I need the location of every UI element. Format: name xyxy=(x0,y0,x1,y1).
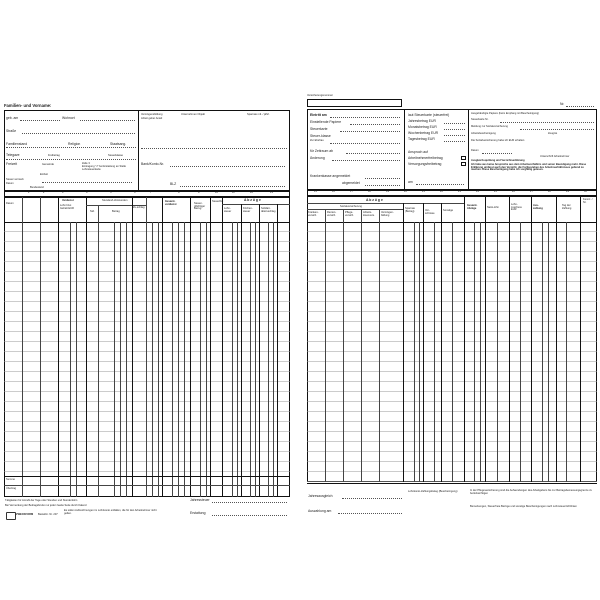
rule-line xyxy=(268,222,269,497)
rule-line xyxy=(132,197,133,497)
label-right-col_numbers-13: 28 xyxy=(548,190,551,193)
label-left-columns-zuschlag: Zu-schlag xyxy=(133,206,145,209)
label-right-columns-pflegevers: Pflege-versich. xyxy=(345,211,354,217)
label-right-columns-arbeitslos: Arbeits-losenvers. xyxy=(363,211,375,217)
label-left-info-arbeit_geber: Arbeit geber Anteil xyxy=(141,117,163,120)
versicherungsnummer-label: Versicherungsnummer xyxy=(307,94,333,97)
label-right-box3-ausgleich_text: Ich habe aus keine Ansprüche aus dem Arbeitsverhältnis und seiner Beendigung mehr. Diese Erklärung umfasst auch den Verzicht, die Fortbestehen des Arbeitsverhältnisses geltend zu machen. Diese Bescheinigung habe ich sorgfältig gelesen. xyxy=(471,163,587,172)
rule-line xyxy=(416,184,464,185)
rule-line xyxy=(212,502,287,503)
label-left-col_numbers-12: 13 xyxy=(270,191,273,194)
rule-line xyxy=(20,120,60,121)
label-right-footer-jahresausgleich: Jahresausgleich xyxy=(308,494,333,498)
label-right-col_numbers-1: 16 xyxy=(332,190,335,193)
rule-line xyxy=(520,129,594,130)
label-left-info-familienstand: Familienstand xyxy=(6,142,28,146)
rule-line xyxy=(40,197,41,497)
rule-line xyxy=(566,106,594,107)
label-right-columns-rentenvers: Renten-versich. xyxy=(327,211,337,217)
rule-line xyxy=(120,222,121,497)
label-right-col_numbers-11: 26 xyxy=(512,190,515,193)
rule-line xyxy=(206,222,207,497)
rule-line xyxy=(138,110,139,191)
label-left-col_numbers-4: 5 xyxy=(110,191,112,194)
rule-line xyxy=(250,222,251,497)
rule-line xyxy=(273,222,274,497)
label-right-columns-abzuege: A b z ü g e xyxy=(366,198,383,202)
label-right-box3-sv_ausweis: Die Sozialversicherung habe ich EUR erhalten xyxy=(471,139,525,142)
rule-line xyxy=(482,153,512,154)
rule-line xyxy=(307,483,597,484)
rule-line xyxy=(42,182,132,183)
label-right-box2-arbeitnehmer: Arbeitnehmerfreibetrag xyxy=(408,156,443,160)
rule-line xyxy=(580,196,581,482)
label-left-info-eintragung: Eintragung "J" bei Erstattung an Stelle Lohnsteuerkarte xyxy=(82,165,126,171)
label-right-box3-arbeitsbesch: Arbeitsbescheinigung xyxy=(471,132,496,135)
rule-line xyxy=(70,222,71,497)
rule-line xyxy=(485,196,486,482)
label-right-footer-note3: Bemerkungen, Steuerfreie Bezüge und sonstige Bescheinigungen nach Lohnsteuerrichtlinien xyxy=(470,505,577,508)
label-left-col_numbers-2: 3 xyxy=(62,191,64,194)
rule-line xyxy=(548,222,549,482)
label-right-box2-am: am xyxy=(408,180,413,184)
label-right-col_numbers-0: 15 xyxy=(314,190,317,193)
rule-line xyxy=(4,222,290,223)
label-right-columns-sozialvers: Sozialversicherung xyxy=(340,205,362,208)
rule-line xyxy=(152,222,153,497)
rule-line xyxy=(255,222,256,497)
label-left-col_numbers-7: 8 xyxy=(178,191,180,194)
rule-line xyxy=(520,222,521,482)
rule-line xyxy=(444,129,465,130)
label-right-col_numbers-4: 19 xyxy=(386,190,389,193)
rule-line xyxy=(330,143,400,144)
rule-line xyxy=(307,209,403,210)
rule-line xyxy=(497,222,498,482)
label-left-info-unternehmen: Unternehmen Objekt xyxy=(181,113,205,116)
rule-line xyxy=(566,222,567,482)
label-left-columns-soli: Solidari-tätszuschlag xyxy=(261,207,276,213)
arbeitnehmer-checkbox[interactable] xyxy=(461,156,466,160)
rule-line xyxy=(343,209,344,482)
label-right-columns-krankenvers: Kranken-versich. xyxy=(308,211,319,217)
rule-line xyxy=(6,159,136,160)
label-left-info-zeile3: Zeile 3 xyxy=(82,162,90,165)
rule-line xyxy=(365,185,400,186)
rule-line xyxy=(500,122,594,123)
rule-line xyxy=(330,117,400,118)
label-left-footer-erstattung: Erstattung xyxy=(190,511,206,515)
label-left-col_numbers-8: 9 xyxy=(198,191,200,194)
rule-line xyxy=(509,196,510,482)
rule-line xyxy=(414,222,415,482)
rule-line xyxy=(338,513,402,514)
rule-line xyxy=(114,222,115,497)
rule-line xyxy=(556,196,557,482)
label-left-columns-verdienst: Verdienst xyxy=(62,199,74,202)
uebertrag-row-label: Übertrag xyxy=(6,487,17,490)
rule-line xyxy=(237,222,238,497)
label-right-box2-tages: Tagesbetrag EUR xyxy=(408,137,435,141)
label-left-info-wohnort: Wohnort xyxy=(62,116,75,120)
label-left-columns-std: Std. xyxy=(90,210,95,213)
label-right-box1-abgemeldet: abgemeldet xyxy=(342,181,360,185)
label-left-info-bundesland: Bundesland xyxy=(30,186,44,189)
rule-line xyxy=(444,135,465,136)
label-right-col_numbers-5: 20 xyxy=(404,190,407,193)
label-right-footer-note1: Lohnkonto-Zahlungsbeleg (Bescheinigung) xyxy=(408,490,458,493)
label-left-info-telegaze: Telegaze xyxy=(6,153,20,157)
label-right-footer-auszahlung: Auszahlung am xyxy=(308,509,332,513)
label-right-box1-steuer_klasse: Steuer-klasse xyxy=(310,134,331,138)
label-left-columns-abzuege: A b z ü g e xyxy=(244,198,261,202)
label-right-columns-lohnzuschuss: Lohn-zuschuss EUR xyxy=(511,203,522,212)
label-left-footer-fineprint: Es sollen Aufzeichnungen im Lohnkonto entfallen, die für den Arbeitnehmer nicht gelten. xyxy=(64,509,157,515)
rule-line xyxy=(404,109,405,190)
rule-line xyxy=(146,197,147,497)
label-left-info-bank_konto: Bank/Konto-Nr. xyxy=(141,162,164,166)
label-left-col_numbers-10: 11 xyxy=(232,191,235,194)
rule-line xyxy=(441,203,442,482)
rule-line xyxy=(98,205,99,497)
label-left-col_numbers-6: 7 xyxy=(150,191,152,194)
label-left-col_numbers-11: 12 xyxy=(250,191,253,194)
label-right-columns-vorschuss: Vor-schüsse xyxy=(425,209,435,215)
rule-line xyxy=(200,222,201,497)
label-left-columns-gesamt: Gesamt-verdienst xyxy=(165,200,177,206)
page-title: Familien- und Vorname: xyxy=(4,103,52,108)
label-right-box1-steuerkarte: Steuerkarte xyxy=(310,127,328,131)
rule-line xyxy=(86,205,146,206)
label-left-info-steuer_vermerk: Steuer vermerk xyxy=(6,178,24,181)
rule-line xyxy=(342,498,402,499)
label-left-col_numbers-0: 1 xyxy=(28,191,30,194)
rule-line xyxy=(474,222,475,482)
label-left-info-datum: Datum xyxy=(6,182,14,185)
label-left-col_numbers-3: 4 xyxy=(86,191,88,194)
label-right-col_numbers-2: 17 xyxy=(350,190,353,193)
label-right-columns-auszahlung: Aus-zahlung xyxy=(533,204,543,210)
rule-line xyxy=(419,222,420,482)
label-right-box2-laut: laut Steuerkarte (steuerfrei) xyxy=(408,113,450,117)
rule-line xyxy=(86,197,87,497)
label-left-col_numbers-9: 10 xyxy=(215,191,218,194)
label-right-col_numbers-14: 29 xyxy=(566,190,569,193)
rule-line xyxy=(468,109,469,190)
label-right-box2-anspruch: Anspruch auf xyxy=(408,150,428,154)
rule-line xyxy=(170,166,285,167)
label-left-columns-lohn: Lohn bzw. Gehalt EUR xyxy=(60,204,74,210)
label-right-box3-ausgehaendigt: Ausgehändigte Papiere (beim Empfang mit Bescheinigung) xyxy=(471,112,540,115)
label-right-box3-ausgleich: Ausgleichsquittung und Verzichtserklärung xyxy=(471,159,525,162)
zweckform-logo-icon xyxy=(6,512,16,520)
rule-line xyxy=(452,222,453,482)
form-number: Bestellnr. Nr. 237 xyxy=(38,513,58,516)
rule-line xyxy=(365,178,400,179)
rule-line xyxy=(403,203,404,482)
label-right-col_numbers-10: 25 xyxy=(494,190,497,193)
rule-line xyxy=(190,197,191,497)
rule-line xyxy=(210,197,211,497)
label-right-columns-sparrate: Sparrate (Betrag) xyxy=(405,207,415,213)
label-left-info-vermoegensbildung: Vermögensbildung xyxy=(141,113,163,116)
label-left-info-freizeit: Freizeit xyxy=(6,162,18,166)
rule-line xyxy=(172,222,173,497)
rule-line xyxy=(259,204,260,497)
label-right-footer-note2: In der Pflegeversicherung sind die Aufwendungen des Arbeitgebers bis zur Beitragsbemessungsgrenze zu berücksichtigen xyxy=(470,489,592,495)
rule-line xyxy=(58,197,59,497)
label-left-columns-betrag: Betrag xyxy=(112,210,120,213)
label-left-columns-datum: Datum xyxy=(6,202,14,205)
rule-line xyxy=(434,222,435,482)
rule-line xyxy=(141,148,287,149)
rule-line xyxy=(76,222,77,497)
rule-line xyxy=(4,485,290,486)
rule-line xyxy=(444,123,465,124)
label-left-info-staatsang: Staatsang. xyxy=(110,142,127,146)
rule-line xyxy=(340,131,400,132)
label-right-box2-jahres: Jahresbetrag EUR xyxy=(408,119,436,123)
label-right-nr: Nr. xyxy=(560,102,565,106)
label-right-columns-kennz: Kennz. / Nr. xyxy=(583,198,593,204)
label-right-box1-zeitraum: für Zeitraum ab xyxy=(310,149,333,153)
personal-info-box xyxy=(4,110,290,191)
rule-line xyxy=(6,147,136,148)
label-right-columns-vermoegen: Vermögen-bildung xyxy=(381,211,394,217)
rule-line xyxy=(162,197,163,497)
label-right-col_numbers-12: 27 xyxy=(530,190,533,193)
rule-line xyxy=(22,133,135,134)
label-right-box3-steuerkarte_nr: Steuerkarte Nr. xyxy=(471,118,489,121)
rule-line xyxy=(346,153,400,154)
label-left-columns-steuerfrei: Steuerfrei xyxy=(212,200,224,203)
label-left-columns-steuerpfl: Steuer-pflichtiger Bezug xyxy=(194,202,206,211)
label-right-col_numbers-7: 22 xyxy=(440,190,443,193)
rule-line xyxy=(531,196,532,482)
rule-line xyxy=(379,209,380,482)
label-right-box1-eintritt: Eintritt am xyxy=(310,113,327,117)
label-left-col_numbers-1: 2 xyxy=(43,191,45,194)
rule-line xyxy=(158,222,159,497)
label-left-footer-hint1: Tätigkeiten für Anzahl der Tage oder Stunden und Stundenlohn xyxy=(5,499,78,502)
label-left-col_numbers-5: 6 xyxy=(134,191,136,194)
label-right-col_numbers-9: 24 xyxy=(476,190,479,193)
rule-line xyxy=(277,204,278,497)
rule-line xyxy=(222,204,290,205)
rule-line xyxy=(464,196,465,482)
versicherungsnummer-field[interactable] xyxy=(307,99,402,107)
rule-line xyxy=(232,222,233,497)
rule-line xyxy=(444,141,465,142)
label-right-box2-wochen: Wochenbetrag EUR xyxy=(408,131,439,135)
rule-line xyxy=(241,204,242,497)
label-left-columns-lohnsteuer: Lohn-steuer xyxy=(224,207,232,213)
label-left-columns-kirchen: Kirchen-steuer xyxy=(243,207,253,213)
label-right-box3-datum: Datum xyxy=(471,149,479,152)
label-right-box2-versorgungs: Versorgungsfreibetrag xyxy=(408,162,442,166)
rule-line xyxy=(126,222,127,497)
label-right-box3-zeugnis: Zeugnis xyxy=(548,132,558,135)
label-left-info-einheit: Einheit xyxy=(40,173,48,176)
label-left-info-gemeinde: Gemeinde xyxy=(42,163,54,166)
label-right-box3-meldung: Meldung zur Sozialversicherung xyxy=(471,125,508,128)
rule-line xyxy=(184,222,185,497)
label-left-info-geb_am: geb. am xyxy=(6,116,19,120)
label-left-info-freibetrag: Freibetrag xyxy=(48,154,60,157)
rule-line xyxy=(212,515,287,516)
rule-line xyxy=(22,197,23,497)
label-right-col_numbers-8: 23 xyxy=(458,190,461,193)
label-right-col_numbers-6: 21 xyxy=(422,190,425,193)
table-row xyxy=(4,222,290,475)
summe-row-label: Summe xyxy=(6,478,15,481)
rule-line xyxy=(332,160,400,161)
label-right-box1-aenderung: Änderung xyxy=(310,156,325,160)
brand-label: ZWECKFORM xyxy=(16,513,34,516)
label-right-box2-monats: Monatsbetrag EUR xyxy=(408,125,437,129)
rule-line xyxy=(542,222,543,482)
rule-line xyxy=(325,209,326,482)
label-left-info-religion: Religion xyxy=(68,142,81,146)
label-left-info-sparrate: Sparrate mtl. / jährl. xyxy=(247,113,270,116)
rule-line xyxy=(350,124,400,125)
label-right-columns-gesamt_abzuege: Gesamt-Abzüge xyxy=(467,204,478,210)
label-left-info-strasse: Straße xyxy=(6,129,17,133)
rule-line xyxy=(180,186,285,187)
rule-line xyxy=(4,476,290,477)
label-right-columns-sonstige: Sonstige xyxy=(443,209,454,212)
label-right-box1-zur_ehefrau: Zur Ehefrau xyxy=(310,139,324,142)
label-right-box1-krankenkasse: Krankenkasse angemeldet xyxy=(310,174,351,178)
label-right-columns-tag: Tag der Zahlung xyxy=(562,204,572,210)
rule-line xyxy=(222,197,223,497)
rule-line xyxy=(80,120,135,121)
rule-line xyxy=(361,209,362,482)
label-left-info-steuerklasse: Steuerklasse xyxy=(108,154,123,157)
label-right-col_numbers-15: 30 xyxy=(584,190,587,193)
label-right-box1-einstellerel: Einstellende Papiere xyxy=(310,120,342,124)
rule-line xyxy=(480,222,481,482)
rule-line xyxy=(178,222,179,497)
label-left-footer-hint2: Bei Vermerkung der Beitragsbrutto nur jeder zweite Seite durch Kalend xyxy=(5,504,87,507)
label-right-col_numbers-3: 18 xyxy=(368,190,371,193)
label-left-columns-stunden: Stunden/Lohnstunden xyxy=(102,199,128,202)
rule-line xyxy=(423,203,424,482)
label-right-columns-nettolohn: Netto-lohn xyxy=(487,206,499,209)
label-right-box3-unterschrift: Unterschrift Arbeitnehmer xyxy=(540,155,570,158)
versorgung-checkbox[interactable] xyxy=(461,162,466,166)
label-left-footer-jahressteuer: Jahressteuer xyxy=(190,498,210,502)
label-left-info-blz: BLZ xyxy=(170,182,177,186)
